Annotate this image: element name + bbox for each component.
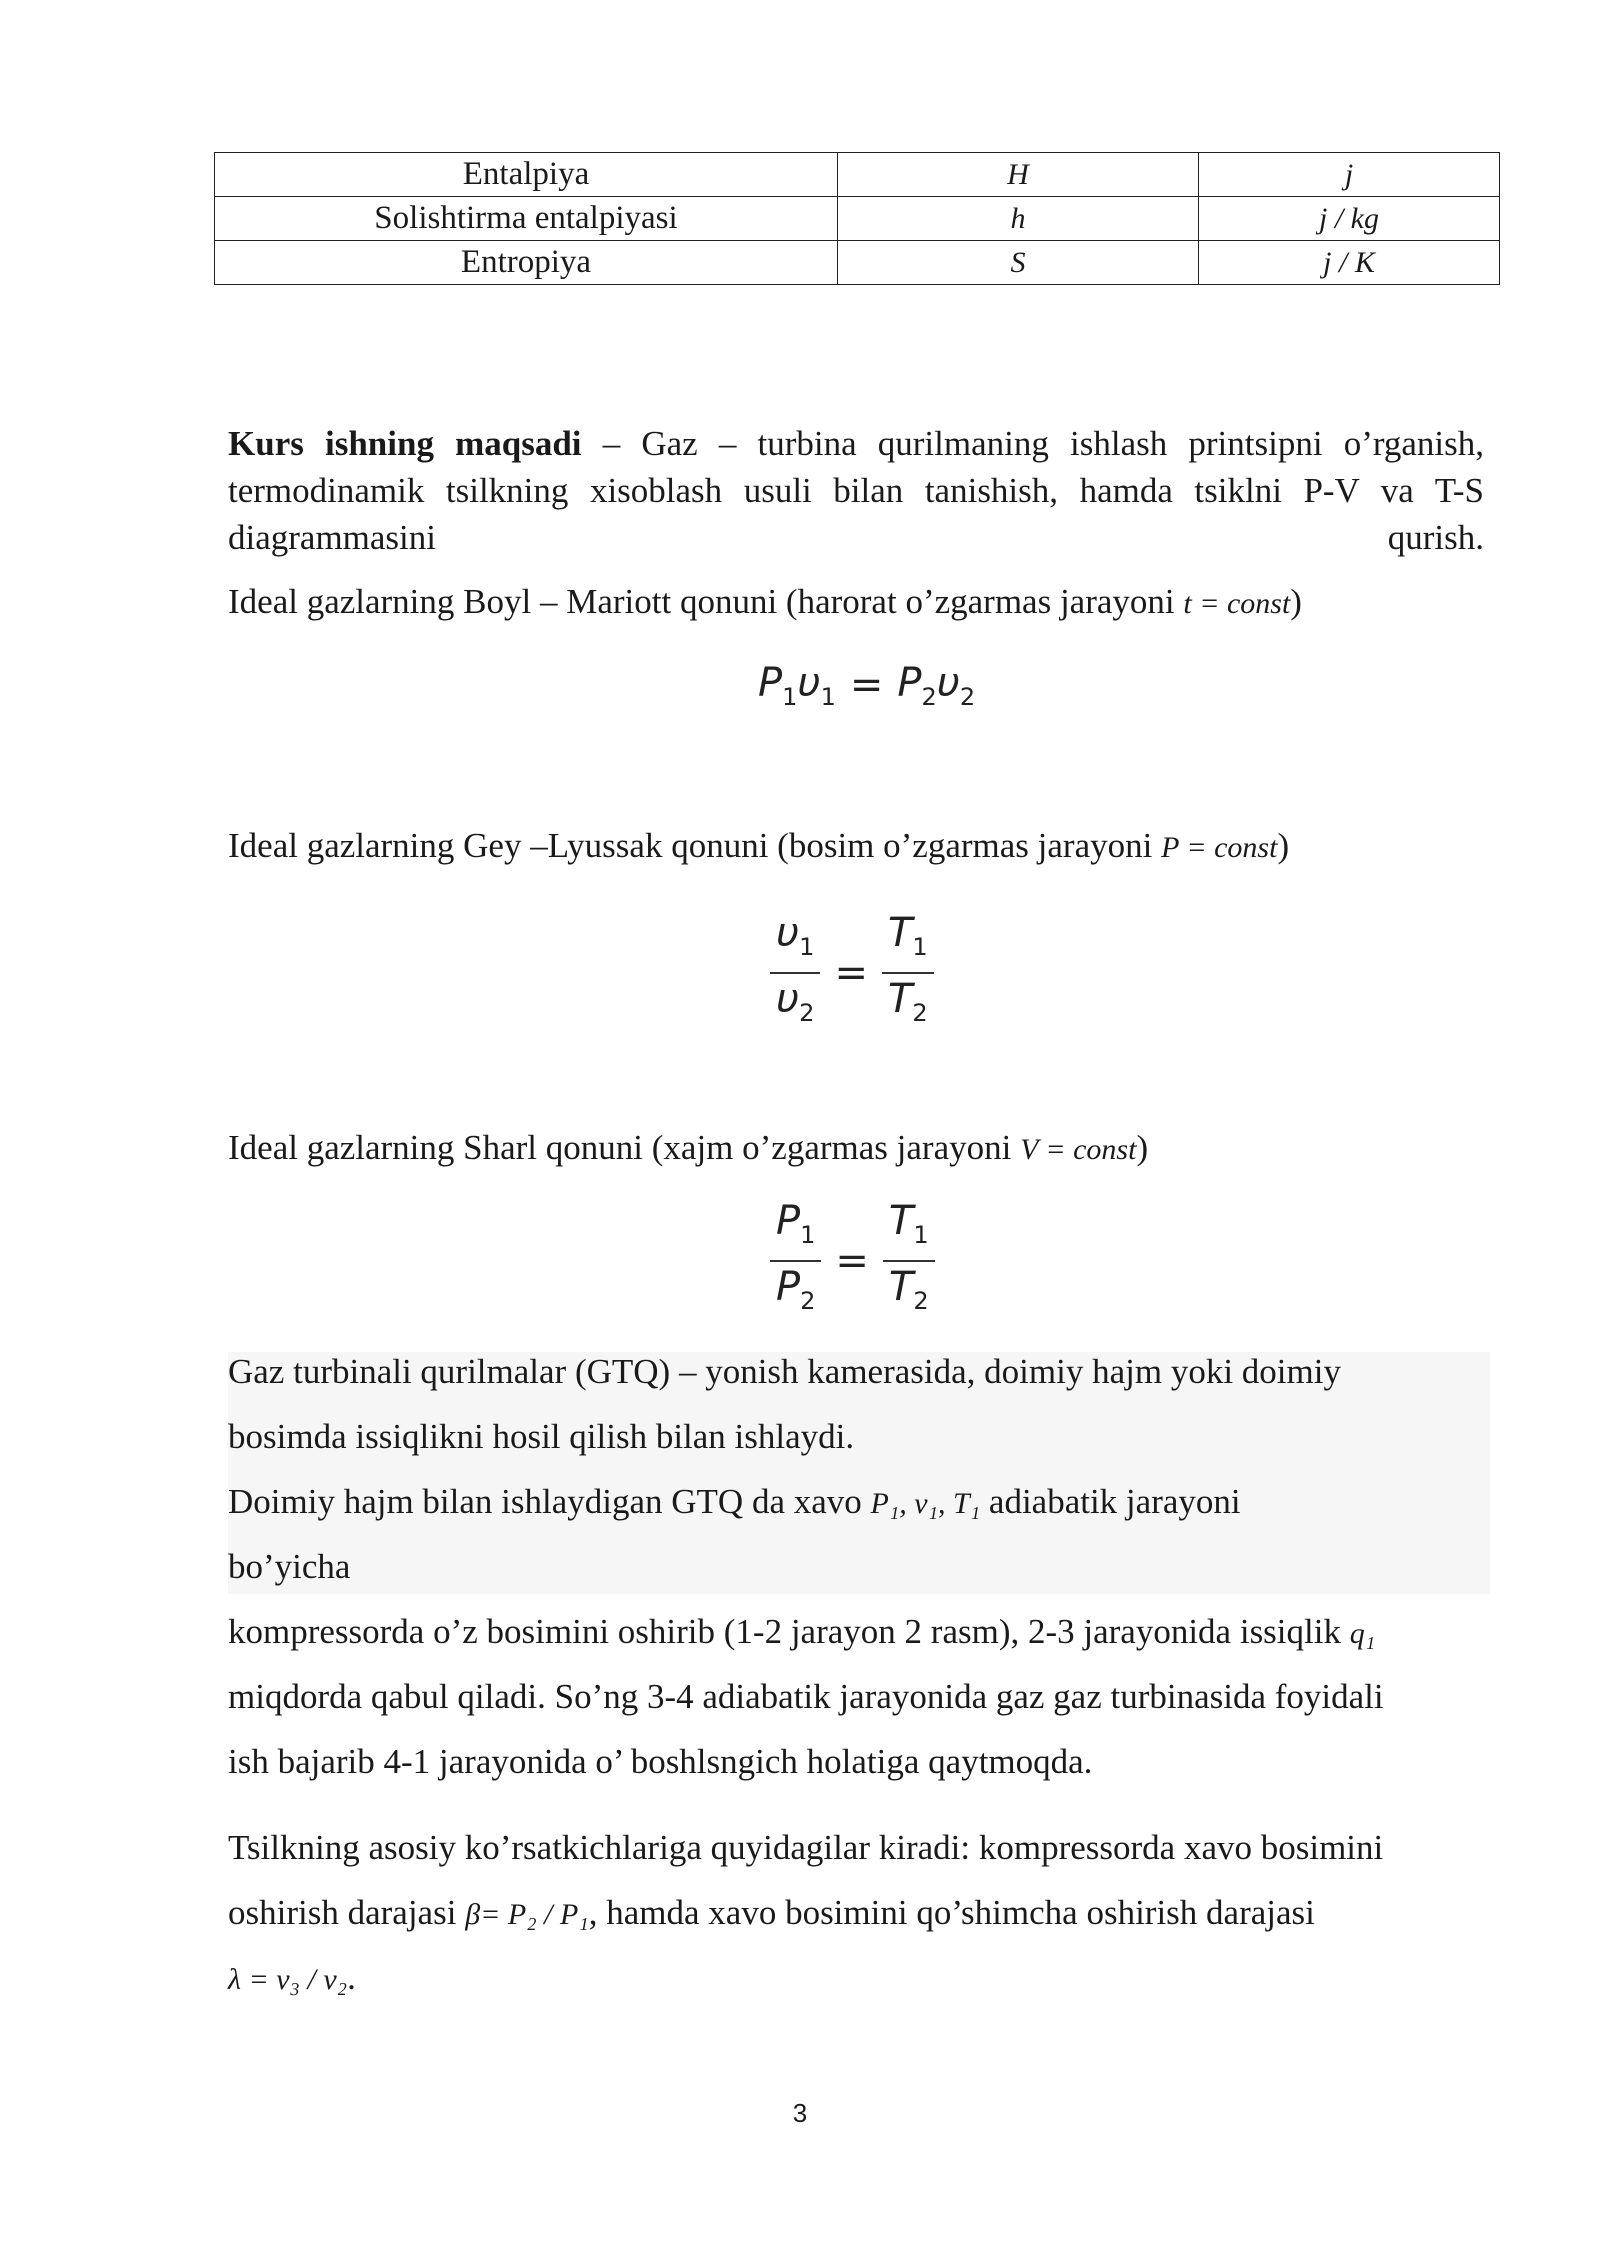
table-row (215, 153, 1500, 197)
lambda-expression: λ = v₃ / v₂ (228, 1963, 348, 1996)
property-name: Solishtirma entalpiyasi (215, 197, 838, 241)
tsikl-line-3 (228, 1958, 356, 1998)
gtq-line-6: miqdorda qabul qiladi. So’ng 3-4 adiabatik jarayonida gaz gaz turbinasida foyidali (228, 1677, 1384, 1716)
property-unit: j (1199, 153, 1500, 197)
goal-label: Kurs ishning maqsadi (228, 424, 582, 463)
tsikl-line-3-end: . (347, 1958, 356, 1997)
gay-lussac-close: ) (1277, 826, 1290, 865)
gtq-line-3-text: Doimiy hajm bilan ishlaydigan GTQ da xavo (228, 1482, 871, 1521)
property-symbol: H (838, 153, 1199, 197)
table-row (215, 197, 1500, 241)
table-row (215, 241, 1500, 285)
gtq-line-4: bo’yicha (228, 1547, 351, 1586)
gtq-heat-var: q₁ (1349, 1617, 1376, 1650)
property-name: Entalpiya (215, 153, 838, 197)
boyle-law-text: Ideal gazlarning Boyl – Mariott qonuni (harorat o’zgarmas jarayoni (228, 582, 1184, 621)
boyle-condition: t = const (1183, 587, 1291, 620)
gtq-line-3-end: adiabatik jarayoni (980, 1482, 1241, 1521)
boyle-law-line (228, 582, 1302, 622)
gtq-line-5-text: kompressorda o’z bosimini oshirib (1-2 jarayon 2 rasm), 2-3 jarayonida issiqlik (228, 1612, 1350, 1651)
gtq-line-2: bosimda issiqlikni hosil qilish bilan ishlaydi. (228, 1417, 855, 1456)
tsikl-line-2-end: , hamda xavo bosimini qo’shimcha oshirish darajasi (588, 1893, 1315, 1932)
gay-lussac-law-line (228, 826, 1289, 866)
gtq-line-1: Gaz turbinali qurilmalar (GTQ) – yonish kamerasida, doimiy hajm yoki doimiy (228, 1352, 1341, 1391)
gtq-variables: P₁, v₁, T₁ (870, 1487, 981, 1520)
charles-condition: V = const (1020, 1133, 1137, 1166)
charles-formula: $\frac{P_1}{P_2}$ = $\frac{T_1}{T_2}$ (770, 1196, 935, 1326)
beta-expression: P₂ / P₁ (507, 1898, 589, 1931)
charles-law-text: Ideal gazlarning Sharl qonuni (xajm o’zgarmas jarayoni (228, 1128, 1021, 1167)
boyle-close: ) (1290, 582, 1302, 621)
property-name: Entropiya (215, 241, 838, 285)
goal-text: – Gaz – turbina qurilmaning ishlash printsipni o’rganish, termodinamik tsilkning xisoblash usuli bilan tanishish, hamda tsiklni P-V va T-S diagrammasini qurish. (228, 424, 1485, 557)
tsikl-line-2-text: oshirish darajasi (228, 1893, 466, 1932)
charles-law-line (228, 1128, 1148, 1168)
properties-table (214, 152, 1500, 285)
property-unit: j / K (1199, 241, 1500, 285)
gay-lussac-formula: $\frac{\upsilon_1}{\upsilon_2}$ = $\frac{T_1}{T_2}$ (770, 908, 934, 1038)
charles-close: ) (1136, 1128, 1149, 1167)
boyle-formula: $P_1\upsilon_1 = P_2\upsilon_2$ (758, 660, 976, 711)
property-symbol: S (838, 241, 1199, 285)
beta-symbol: β= (465, 1898, 508, 1931)
gay-lussac-condition: P = const (1161, 831, 1278, 864)
tsikl-line-1: Tsilkning asosiy ko’rsatkichlariga quyidagilar kiradi: kompressorda xavo bosimini (228, 1828, 1384, 1867)
tsikl-line-2 (228, 1893, 1315, 1933)
gtq-line-7: ish bajarib 4-1 jarayonida o’ boshlsngich holatiga qaytmoqda. (228, 1742, 1093, 1781)
gtq-line-3 (228, 1482, 1241, 1522)
goal-paragraph (228, 420, 1484, 608)
page-number: 3 (792, 2098, 808, 2128)
gay-lussac-law-text: Ideal gazlarning Gey –Lyussak qonuni (bosim o’zgarmas jarayoni (228, 826, 1162, 865)
gtq-line-5 (228, 1612, 1375, 1652)
property-unit: j / kg (1199, 197, 1500, 241)
property-symbol: h (838, 197, 1199, 241)
